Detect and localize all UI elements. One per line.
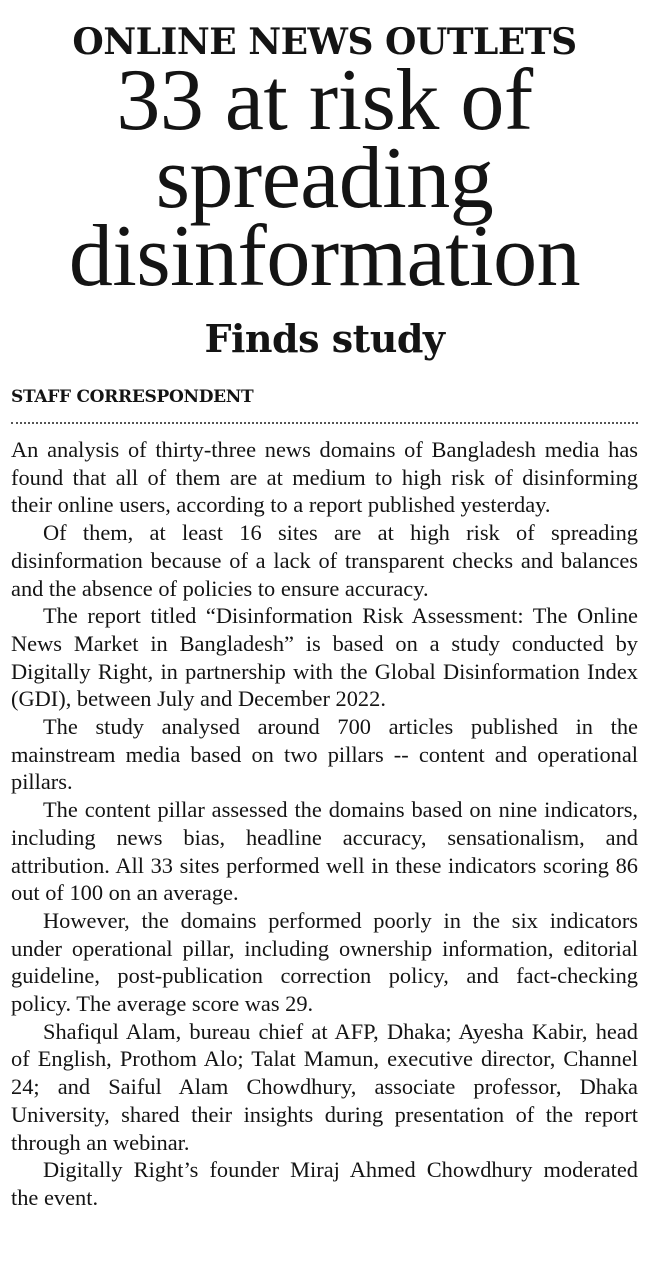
headline-line-3: disinformation xyxy=(68,208,581,305)
paragraph: Shafiqul Alam, bureau chief at AFP, Dhaka; Ayesha Kabir, head of English, Prothom Alo; Talat Mamun, executive director, Channel 24; and Saiful Alam Chowdhury, associate professor, Dhaka University, shared their insights during presentation of the report through an webinar. xyxy=(11,1018,638,1155)
headline-line-1: 33 at risk of xyxy=(116,52,533,149)
paragraph: An analysis of thirty-three news domains of Bangladesh media has found that all of them are at medium to high risk of disinforming their online users, according to a report published yesterday. xyxy=(11,437,638,518)
paragraph: The content pillar assessed the domains based on nine indicators, including news bias, headline accuracy, sensationalism, and attribution. All 33 sites performed well in these indicators scoring 86 out of 100 on an average. xyxy=(11,797,638,906)
dotted-divider xyxy=(11,422,638,424)
headline xyxy=(0,52,649,305)
paragraph: However, the domains performed poorly in the six indicators under operational pillar, including ownership information, editorial guideline, post-publication correction policy, and fact-checking policy. The average score was 29. xyxy=(11,907,638,1017)
byline: STAFF CORRESPONDENT xyxy=(11,387,254,407)
paragraph: Digitally Right’s founder Miraj Ahmed Chowdhury moderated the event. xyxy=(11,1157,638,1210)
subheadline: Finds study xyxy=(204,316,445,361)
paragraph: Of them, at least 16 sites are at high risk of spreading disinformation because of a lack of transparent checks and balances and the absence of policies to ensure accuracy. xyxy=(11,520,638,601)
paragraph: The study analysed around 700 articles published in the mainstream media based on two pillars -- content and operational pillars. xyxy=(11,714,638,795)
article-body xyxy=(11,436,638,1212)
paragraph: The report titled “Disinformation Risk Assessment: The Online News Market in Bangladesh” is based on a study conducted by Digitally Right, in partnership with the Global Disinformation Index (GDI), between July and December 2022. xyxy=(11,603,638,712)
headline-line-2: spreading xyxy=(155,130,494,227)
kicker: ONLINE NEWS OUTLETS xyxy=(72,21,577,63)
